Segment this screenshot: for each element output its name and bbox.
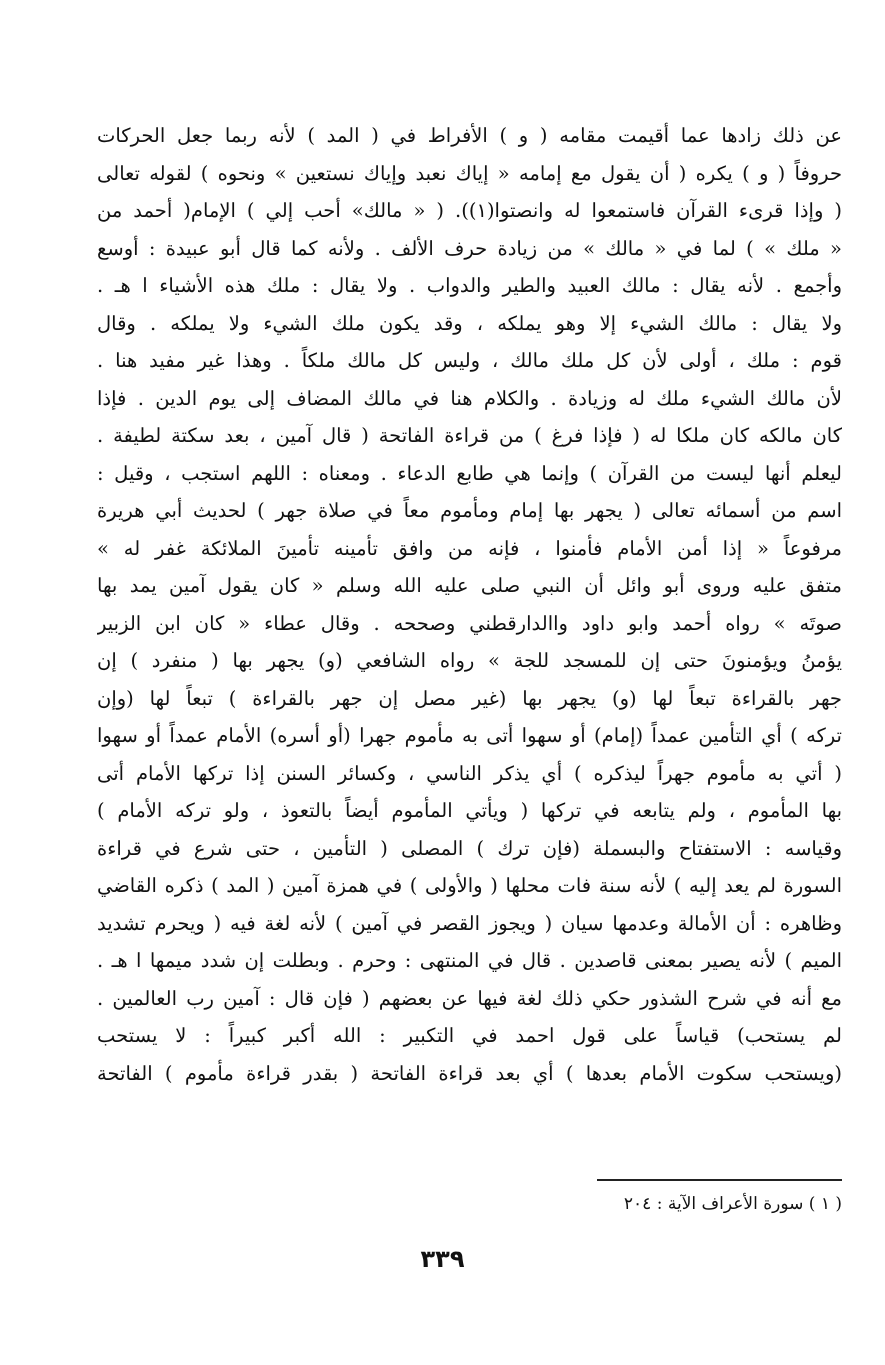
text-line: ( وإذا قرىء القرآن فاستمعوا له وانصتوا(١)). ( « مالك» أحب إلي ) الإمام( أحمد من (97, 199, 842, 222)
text-line: الميم ) لأنه يصير بمعنى قاصدين . قال في المنتهى : وحرم . وبطلت إن شدد ميمها ا هـ . (97, 949, 842, 972)
text-line: اسم من أسمائه تعالى ( يجهر بها إمام ومأموم معاً في صلاة جهر ) لحديث أبي هريرة (97, 499, 842, 522)
body-text (97, 117, 842, 1092)
text-line: (ويستحب سكوت الأمام بعدها ) أي بعد قراءة الفاتحة ( بقدر قراءة مأموم ) الفاتحة (97, 1061, 842, 1085)
text-line: ليعلم أنها ليست من القرآن ) وإنما هي طابع الدعاء . ومعناه : اللهم استجب ، وقيل : (97, 461, 842, 485)
footnote: ( ١ ) سورة الأعراف الآية : ٢٠٤ (623, 1194, 842, 1214)
text-line: السورة لم يعد إليه ) لأنه سنة فات محلها ( والأولى ) في همزة آمين ( المد ) ذكره القاضي (97, 874, 842, 897)
text-line: بها المأموم ، ولم يتابعه في تركها ( ويأتي المأموم أيضاً بالتعوذ ، ولو تركه الأمام ) (97, 799, 842, 822)
text-line: لم يستحب) قياساً على قول احمد في التكبير : الله أكبر كبيراً : لا يستحب (97, 1024, 842, 1047)
text-line: تركه ) أي التأمين عمداً (إمام) أو سهوا أتى به مأموم جهرا (أو أسره) الأمام عمداً أو سهوا (97, 724, 842, 747)
text-line: عن ذلك زادها عما أقيمت مقامه ( و ) الأفراط في ( المد ) لأنه ربما جعل الحركات (97, 124, 842, 147)
page-number: ٣٣٩ (420, 1245, 465, 1273)
text-line: ولا يقال : مالك الشيء إلا وهو يملكه ، وقد يكون ملك الشيء ولا يملكه . وقال (97, 311, 842, 335)
text-line: لأن مالك الشيء ملك له وزيادة . والكلام هنا في مالك المضاف إلى يوم الدين . فإذا (97, 386, 842, 410)
text-line: ( أتي به مأموم جهراً ليذكره ) أي يذكر الناسي ، وكسائر السنن إذا تركها الأمام أتى (97, 761, 842, 785)
footnote-separator (597, 1179, 842, 1181)
text-line: متفق عليه وروى أبو وائل أن النبي صلى عليه الله وسلم « كان يقول آمين يمد بها (97, 574, 842, 597)
text-line: مع أنه في شرح الشذور حكي ذلك لغة فيها عن بعضهم ( فإن قال : آمين رب العالمين . (97, 986, 842, 1010)
text-line: « ملك » ) لما في « مالك » من زيادة حرف الألف . ولأنه كما قال أبو عبيدة : أوسع (97, 236, 842, 260)
text-line: قوم : ملك ، أولى لأن كل ملك مالك ، وليس كل مالك ملكاً . وهذا غير مفيد هنا . (97, 349, 842, 372)
text-line: وظاهره : أن الأمالة وعدمها سيان ( ويجوز القصر في آمين ) لأنه لغة فيه ( ويحرم تشديد (97, 911, 842, 935)
text-line: وقياسه : الاستفتاح والبسملة (فإن ترك ) المصلى ( التأمين ، حتى شرع في قراءة (97, 836, 842, 860)
text-line: يؤمنُ ويؤمنونَ حتى إن للمسجد للجة » رواه الشافعي (و) يجهر بها ( منفرد ) إن (97, 649, 842, 672)
text-line: صوتَه » رواه أحمد وابو داود واالدارقطني وصححه . وقال عطاء « كان ابن الزبير (97, 611, 842, 635)
text-line: وأجمع . لأنه يقال : مالك العبيد والطير والدواب . ولا يقال : ملك هذه الأشياء ا هـ . (97, 274, 842, 297)
text-line: حروفاً ( و ) يكره ( أن يقول مع إمامه « إياك نعبد وإياك نستعين » ونحوه ) لقوله تعالى (97, 161, 842, 185)
text-line: كان مالكه كان ملكا له ( فإذا فرغ ) من قراءة الفاتحة ( قال آمين ، بعد سكتة لطيفة . (97, 424, 842, 447)
text-line: مرفوعاً « إذا أمن الأمام فأمنوا ، فإنه من وافق تأمينه تأمينَ الملائكة غفر له » (97, 536, 842, 560)
text-line: جهر بالقراءة تبعاً لها (و) يجهر بها (غير مصل إن جهر بالقراءة ) تبعاً لها (وإن (97, 686, 842, 710)
